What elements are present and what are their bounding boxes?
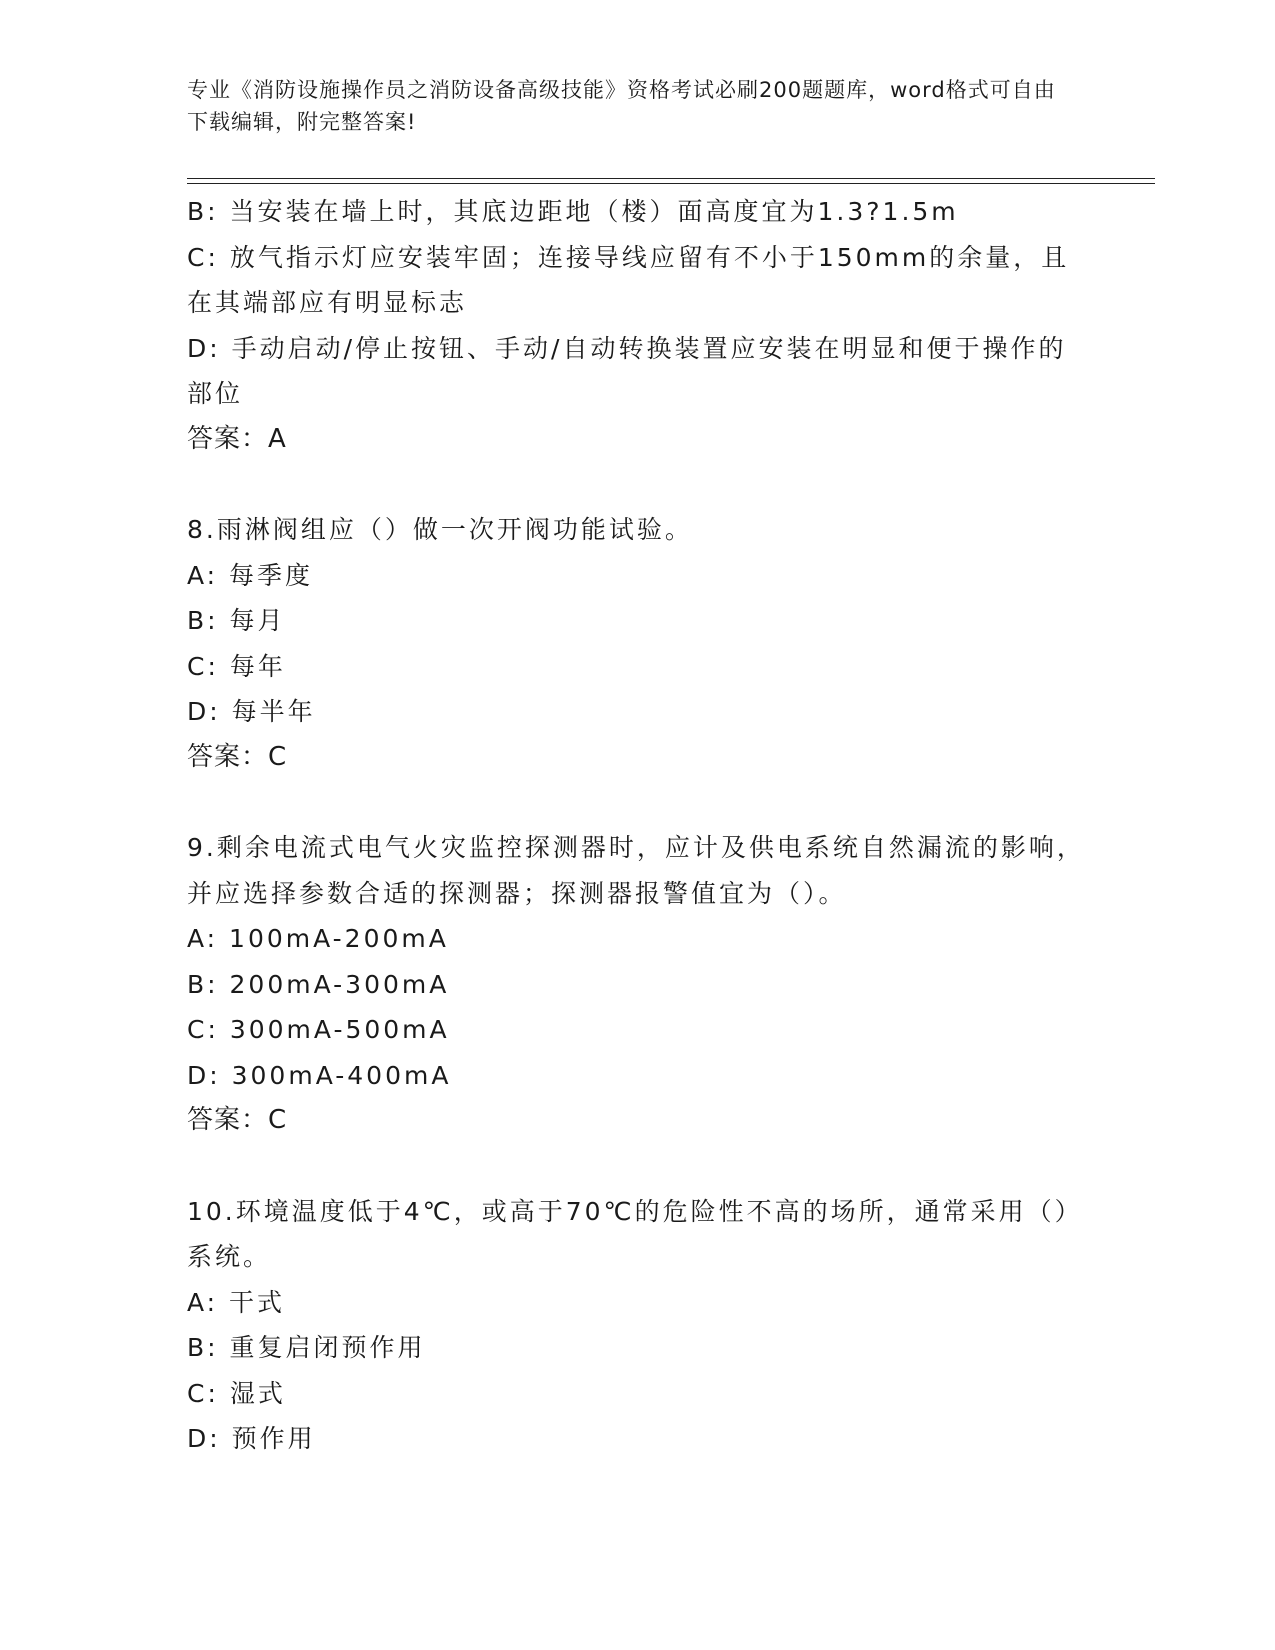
header-divider-bottom bbox=[187, 183, 1155, 184]
option-d: D: 预作用 bbox=[187, 1424, 316, 1453]
question-8 bbox=[187, 507, 1087, 780]
question-7-continuation bbox=[187, 189, 1087, 462]
option-b: B: 当安装在墙上时，其底边距地（楼）面高度宜为1.3?1.5m bbox=[187, 197, 959, 226]
option-d: D: 300mA-400mA bbox=[187, 1060, 452, 1090]
option-c: C: 湿式 bbox=[187, 1378, 286, 1408]
spacer bbox=[187, 780, 1087, 825]
question-10 bbox=[187, 1189, 1087, 1462]
header-text: 专业《消防设施操作员之消防设备高级技能》资格考试必刷200题题库，word格式可自由下载编辑，附完整答案! bbox=[187, 78, 1056, 134]
option-b: B: 200mA-300mA bbox=[187, 969, 450, 999]
option-b: B: 重复启闭预作用 bbox=[187, 1333, 426, 1362]
header-divider-top bbox=[187, 178, 1155, 179]
option-a: A: 100mA-200mA bbox=[187, 924, 449, 953]
option-a: A: 每季度 bbox=[187, 560, 314, 590]
question-9 bbox=[187, 825, 1087, 1144]
question-text: 10.环境温度低于4℃，或高于70℃的危险性不高的场所，通常采用（）系统。 bbox=[187, 1196, 1083, 1271]
option-c: C: 每年 bbox=[187, 651, 286, 681]
answer: 答案：C bbox=[187, 741, 288, 772]
option-d: D: 每半年 bbox=[187, 697, 316, 726]
question-text: 9.剩余电流式电气火灾监控探测器时，应计及供电系统自然漏流的影响，并应选择参数合适的探测器；探测器报警值宜为（）。 bbox=[187, 833, 1085, 908]
answer: 答案：C bbox=[187, 1105, 288, 1135]
option-d: D: 手动启动/停止按钮、手动/自动转换装置应安装在明显和便于操作的部位 bbox=[187, 333, 1067, 408]
option-b: B: 每月 bbox=[187, 606, 286, 635]
spacer bbox=[187, 462, 1087, 507]
option-c: C: 300mA-500mA bbox=[187, 1015, 450, 1044]
document-body bbox=[187, 189, 1087, 1462]
option-c: C: 放气指示灯应安装牢固；连接导线应留有不小于150mm的余量，且在其端部应有明显标志 bbox=[187, 242, 1070, 317]
question-text: 8.雨淋阀组应（）做一次开阀功能试验。 bbox=[187, 515, 693, 544]
option-a: A: 干式 bbox=[187, 1287, 286, 1317]
spacer bbox=[187, 1144, 1087, 1189]
answer: 答案：A bbox=[187, 423, 287, 454]
document-header bbox=[187, 74, 1067, 138]
